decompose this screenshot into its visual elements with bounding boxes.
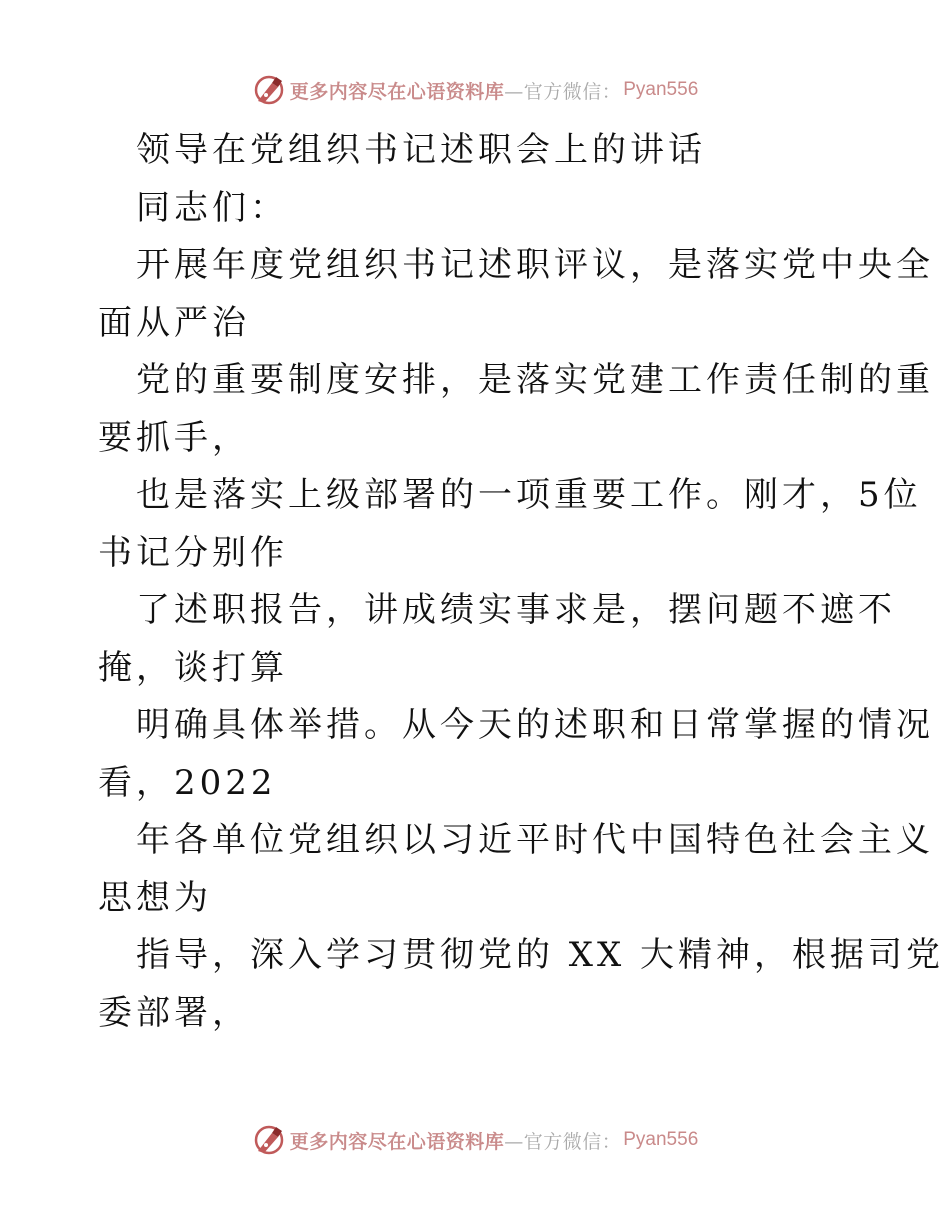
paragraph-line: 也是落实上级部署的一项重要工作。刚才，5位: [136, 475, 922, 515]
paragraph-line: 书记分别作: [98, 532, 288, 573]
document-title: 领导在党组织书记述职会上的讲话: [136, 130, 706, 170]
footer-separator-text: —官方微信：: [504, 1130, 622, 1153]
paragraph-line: 思想为: [98, 877, 212, 918]
header-brand-text: 更多内容尽在心语资料库: [289, 80, 505, 103]
paragraph-line: 委部署，: [98, 992, 250, 1033]
paragraph-line: 党的重要制度安排，是落实党建工作责任制的重: [136, 360, 934, 400]
pen-nib-logo-icon: [252, 1123, 286, 1157]
header-wechat-id: Pyan556: [623, 79, 699, 100]
paragraph-line: 看，2022: [98, 762, 277, 803]
paragraph-line: 掩，谈打算: [98, 647, 288, 688]
header-banner: [0, 70, 950, 110]
paragraph-line: 要抓手，: [98, 417, 250, 458]
salutation: 同志们：: [136, 187, 288, 228]
header-separator-text: —官方微信：: [504, 80, 622, 103]
paragraph-line: 年各单位党组织以习近平时代中国特色社会主义: [136, 820, 934, 860]
paragraph-line: 指导，深入学习贯彻党的 XX 大精神，根据司党: [136, 935, 945, 975]
pen-nib-logo-icon: [252, 73, 286, 107]
paragraph-line: 开展年度党组织书记述职评议，是落实党中央全: [136, 245, 934, 285]
paragraph-line: 明确具体举措。从今天的述职和日常掌握的情况: [136, 705, 934, 745]
document-body: [98, 122, 945, 1042]
footer-brand-text: 更多内容尽在心语资料库: [289, 1130, 505, 1153]
paragraph-line: 面从严治: [98, 302, 250, 343]
footer-wechat-id: Pyan556: [623, 1129, 699, 1150]
footer-banner: [0, 1120, 950, 1160]
paragraph-line: 了述职报告，讲成绩实事求是，摆问题不遮不: [136, 590, 896, 630]
